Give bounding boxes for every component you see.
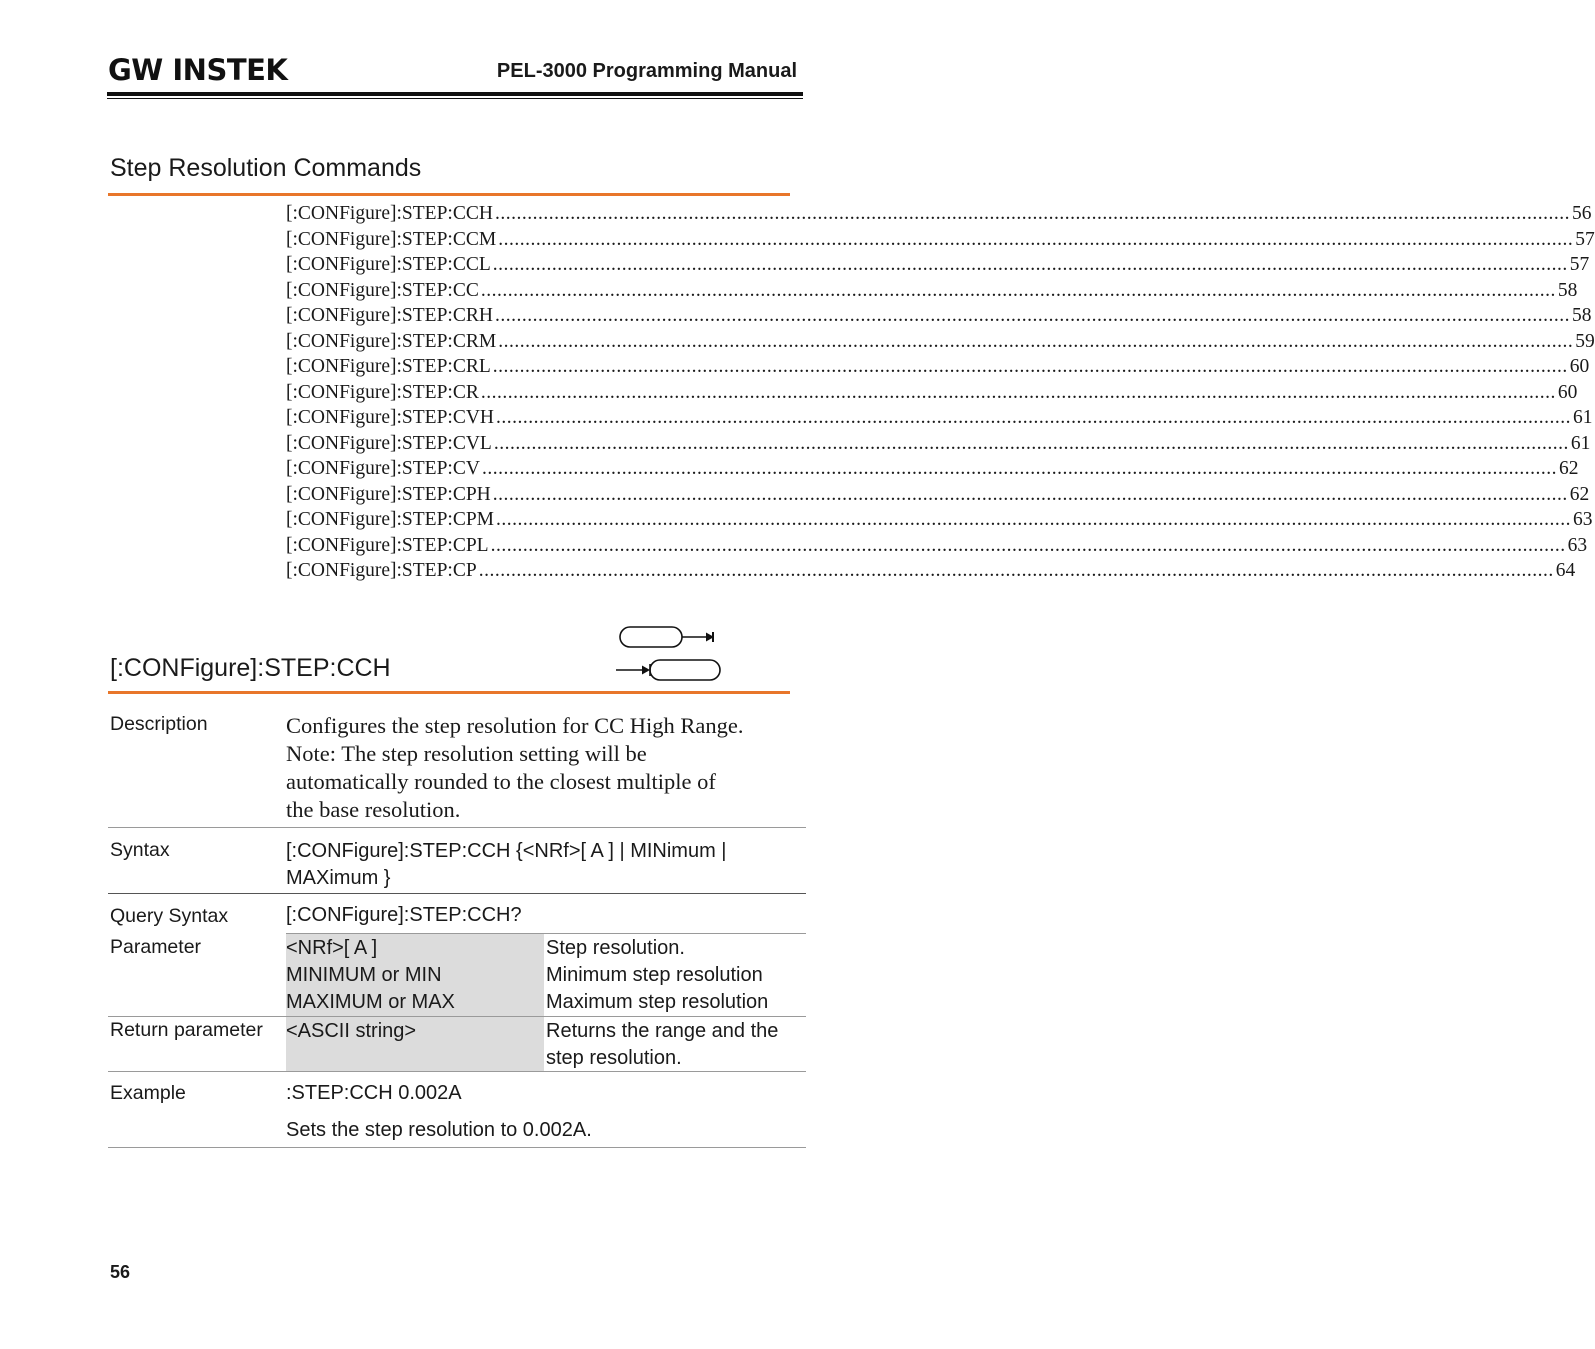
syntax-label: Syntax [110, 839, 170, 861]
toc-entry-page: 58 [1571, 305, 1592, 326]
toc-list [286, 201, 1595, 584]
toc-entry[interactable] [286, 533, 1588, 559]
toc-entry-page: 59 [1575, 330, 1595, 352]
query-command-icon [616, 660, 720, 680]
parameter-name: MINIMUM or MIN [286, 964, 442, 986]
toc-entry-command: [:CONFigure]:STEP:CPL [286, 534, 489, 556]
toc-entry-command: [:CONFigure]:STEP:CVL [286, 432, 492, 454]
toc-entry-page: 64 [1555, 560, 1576, 581]
toc-entry-command: [:CONFigure]:STEP:CRL [286, 356, 491, 377]
toc-leader-dots: ........................................................................................................................................................................................................ [498, 330, 1574, 352]
row-divider [108, 1071, 806, 1072]
description-line: automatically rounded to the closest multiple of [286, 769, 716, 794]
example-description: Sets the step resolution to 0.002A. [286, 1119, 592, 1141]
logo-graphic [108, 53, 288, 87]
toc-entry[interactable] [286, 303, 1592, 329]
parameter-name: MAXIMUM or MAX [286, 991, 455, 1013]
description-line: Note: The step resolution setting will be [286, 741, 647, 766]
query-syntax-value: [:CONFigure]:STEP:CCH? [286, 904, 522, 926]
parameter-name-cell [286, 934, 544, 1016]
parameter-desc: Maximum step resolution [546, 991, 769, 1013]
toc-entry-command: [:CONFigure]:STEP:CVH [286, 407, 495, 428]
toc-entry[interactable] [286, 507, 1593, 533]
return-description [546, 1018, 778, 1072]
toc-entry-command: [:CONFigure]:STEP:CP [286, 560, 477, 581]
toc-entry-command: [:CONFigure]:STEP:CR [286, 381, 479, 403]
description-line: the base resolution. [286, 797, 461, 822]
row-divider [108, 893, 806, 894]
toc-entry-page: 62 [1569, 483, 1590, 505]
toc-entry-page: 60 [1569, 356, 1590, 377]
return-desc-line: step resolution. [546, 1047, 682, 1069]
toc-entry[interactable] [286, 278, 1578, 304]
toc-entry-page: 61 [1570, 432, 1591, 454]
toc-entry[interactable] [286, 227, 1595, 253]
toc-entry-page: 61 [1573, 407, 1593, 428]
row-divider [108, 827, 806, 828]
toc-entry-page: 63 [1573, 509, 1593, 530]
parameter-desc: Minimum step resolution [546, 964, 763, 986]
toc-entry-command: [:CONFigure]:STEP:CC [286, 279, 479, 301]
toc-entry-command: [:CONFigure]:STEP:CCH [286, 203, 493, 224]
syntax-line: [:CONFigure]:STEP:CCH {<NRf>[ A ] | MINimum | [286, 840, 727, 862]
return-desc-line: Returns the range and the [546, 1020, 779, 1042]
section-title-step-resolution: Step Resolution Commands [110, 154, 422, 182]
return-parameter-label: Return parameter [110, 1019, 263, 1041]
toc-leader-dots: ........................................................................................................................................................................................................ [478, 560, 1554, 581]
section-divider [108, 193, 790, 196]
toc-entry-command: [:CONFigure]:STEP:CRH [286, 305, 493, 326]
set-command-icon [620, 627, 714, 647]
toc-leader-dots: ........................................................................................................................................................................................................ [480, 279, 1556, 301]
manual-title: PEL-3000 Programming Manual [496, 60, 797, 82]
toc-entry[interactable] [286, 558, 1576, 584]
syntax-line: MAXimum } [286, 867, 391, 889]
toc-leader-dots: ........................................................................................................................................................................................................ [480, 381, 1556, 403]
toc-entry[interactable] [286, 380, 1578, 406]
toc-entry-command: [:CONFigure]:STEP:CCL [286, 254, 491, 275]
description-label: Description [110, 713, 208, 735]
return-name-cell [286, 1017, 544, 1071]
toc-entry[interactable] [286, 405, 1593, 431]
toc-leader-dots: ........................................................................................................................................................................................................ [492, 254, 1568, 275]
toc-leader-dots: ........................................................................................................................................................................................................ [490, 534, 1566, 556]
toc-leader-dots: ........................................................................................................................................................................................................ [496, 407, 1572, 428]
page-number: 56 [110, 1262, 131, 1282]
toc-entry-command: [:CONFigure]:STEP:CPM [286, 509, 495, 530]
command-divider [108, 691, 790, 694]
parameter-names [286, 934, 544, 1016]
toc-entry-page: 63 [1567, 534, 1588, 556]
header-rule-thin [107, 98, 803, 99]
header-rule [107, 92, 803, 96]
return-name: <ASCII string> [286, 1020, 417, 1042]
toc-leader-dots: ........................................................................................................................................................................................................ [481, 458, 1557, 479]
toc-leader-dots: ........................................................................................................................................................................................................ [496, 509, 1572, 530]
toc-entry[interactable] [286, 354, 1590, 380]
toc-entry-command: [:CONFigure]:STEP:CPH [286, 483, 491, 505]
toc-leader-dots: ........................................................................................................................................................................................................ [492, 483, 1568, 505]
parameter-name: <NRf>[ A ] [286, 937, 378, 959]
toc-entry-command: [:CONFigure]:STEP:CV [286, 458, 480, 479]
toc-entry-page: 56 [1571, 203, 1592, 224]
toc-entry-page: 57 [1569, 254, 1590, 275]
toc-entry-command: [:CONFigure]:STEP:CRM [286, 330, 497, 352]
toc-entry[interactable] [286, 201, 1592, 227]
toc-entry-command: [:CONFigure]:STEP:CCM [286, 228, 497, 250]
parameter-desc: Step resolution. [546, 937, 685, 959]
toc-entry-page: 62 [1558, 458, 1579, 479]
query-syntax-label: Query Syntax [110, 905, 229, 927]
toc-leader-dots: ........................................................................................................................................................................................................ [494, 305, 1570, 326]
gw-instek-logo [108, 53, 288, 87]
parameter-label: Parameter [110, 936, 202, 958]
toc-entry[interactable] [286, 482, 1590, 508]
toc-entry[interactable] [286, 456, 1579, 482]
example-command: :STEP:CCH 0.002A [286, 1082, 462, 1104]
example-label: Example [110, 1082, 186, 1104]
toc-entry-page: 60 [1557, 381, 1578, 403]
command-title: [:CONFigure]:STEP:CCH [110, 654, 391, 682]
parameter-descriptions [546, 935, 768, 1016]
set-query-icons [614, 624, 724, 684]
description-line: Configures the step resolution for CC High Range. [286, 713, 744, 738]
toc-leader-dots: ........................................................................................................................................................................................................ [492, 356, 1568, 377]
toc-leader-dots: ........................................................................................................................................................................................................ [493, 432, 1569, 454]
toc-leader-dots: ........................................................................................................................................................................................................ [498, 228, 1574, 250]
toc-entry-page: 58 [1557, 279, 1578, 301]
toc-entry-page: 57 [1575, 228, 1595, 250]
toc-leader-dots: ........................................................................................................................................................................................................ [494, 203, 1570, 224]
logo-text: GW INSTEK [108, 53, 288, 87]
row-divider [108, 1147, 806, 1148]
toc-entry[interactable] [286, 431, 1591, 457]
toc-entry[interactable] [286, 329, 1595, 355]
toc-entry[interactable] [286, 252, 1590, 278]
syntax-value [286, 838, 727, 892]
description-text [286, 712, 806, 824]
